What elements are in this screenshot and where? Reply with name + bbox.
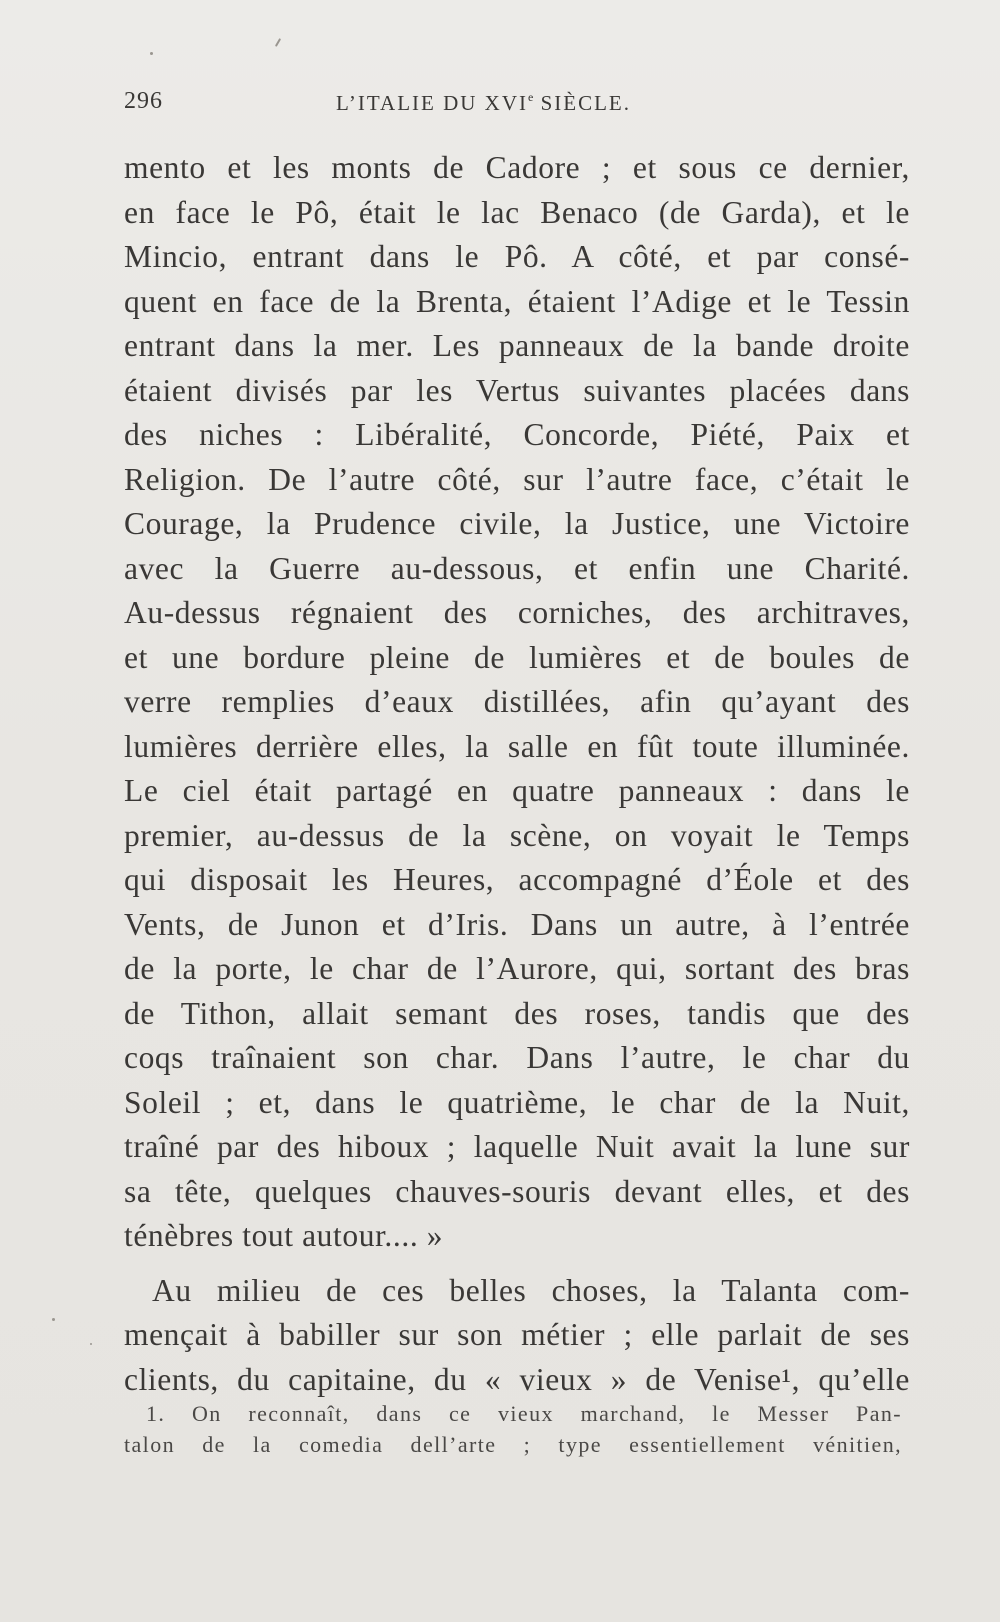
paper-speck	[90, 1343, 92, 1345]
text-line: lumières derrière elles, la salle en fût toute illuminée.	[124, 728, 910, 764]
text-line: Au-dessus régnaient des corniches, des architraves,	[124, 595, 910, 630]
body-text	[124, 146, 910, 1402]
text-line: Religion. De l’autre côté, sur l’autre face, c’était le	[124, 461, 910, 497]
text-line: sa tête, quelques chauves-souris devant elles, et des	[124, 1173, 910, 1209]
text-line: quent en face de la Brenta, étaient l’Adige et le Tessin	[124, 283, 910, 319]
text-line: de la porte, le char de l’Aurore, qui, sortant des bras	[124, 951, 910, 986]
running-head	[124, 88, 714, 122]
text-line: des niches : Libéralité, Concorde, Piété, Paix et	[124, 417, 910, 452]
text-line: Le ciel était partagé en quatre panneaux : dans le	[124, 773, 910, 808]
text-line: coqs traînaient son char. Dans l’autre, le char du	[124, 1040, 910, 1075]
running-title-end: SIÈCLE.	[533, 91, 632, 115]
text-line: de Tithon, allait semant des roses, tandis que des	[124, 995, 910, 1031]
running-title-main: L’ITALIE DU XVI	[336, 91, 529, 115]
text-line: Courage, la Prudence civile, la Justice, une Victoire	[124, 506, 910, 541]
running-title	[336, 90, 631, 116]
text-line: traîné par des hiboux ; laquelle Nuit avait la lune sur	[124, 1129, 910, 1164]
paragraph-gap	[124, 1259, 910, 1269]
text-line: avec la Guerre au-dessous, et enfin une Charité.	[124, 550, 910, 586]
footnote	[124, 1398, 902, 1460]
text-line: qui disposait les Heures, accompagné d’Éole et des	[124, 862, 910, 897]
text-line: Mincio, entrant dans le Pô. A côté, et par consé-	[124, 239, 910, 274]
text-line: clients, du capitaine, du « vieux » de Venise¹, qu’elle	[124, 1361, 910, 1397]
text-line: étaient divisés par les Vertus suivantes placées dans	[124, 372, 910, 408]
paper-speck	[150, 52, 153, 55]
text-line: ténèbres tout autour.... »	[124, 1218, 444, 1253]
text-line: mençait à babiller sur son métier ; elle parlait de ses	[124, 1317, 910, 1352]
text-line: Au milieu de ces belles choses, la Talanta com-	[152, 1272, 910, 1308]
text-line: mento et les monts de Cadore ; et sous ce dernier,	[124, 150, 910, 185]
text-line: entrant dans la mer. Les panneaux de la bande droite	[124, 328, 910, 363]
text-line: et une bordure pleine de lumières et de boules de	[124, 639, 910, 675]
text-line: en face le Pô, était le lac Benaco (de Garda), et le	[124, 194, 910, 230]
paper-speck	[275, 38, 281, 47]
page-number: 296	[124, 88, 163, 114]
text-line: Soleil ; et, dans le quatrième, le char de la Nuit,	[124, 1084, 910, 1120]
text-line: premier, au-dessus de la scène, on voyait le Temps	[124, 817, 910, 853]
paper-speck	[52, 1318, 55, 1321]
footnote-line: talon de la comedia dell’arte ; type essentiellement vénitien,	[124, 1432, 902, 1457]
running-title-superscript: e	[528, 90, 534, 104]
footnote-line: 1. On reconnaît, dans ce vieux marchand, le Messer Pan-	[146, 1401, 902, 1426]
text-line: verre remplies d’eaux distillées, afin qu’ayant des	[124, 684, 910, 719]
text-line: Vents, de Junon et d’Iris. Dans un autre, à l’entrée	[124, 906, 910, 942]
